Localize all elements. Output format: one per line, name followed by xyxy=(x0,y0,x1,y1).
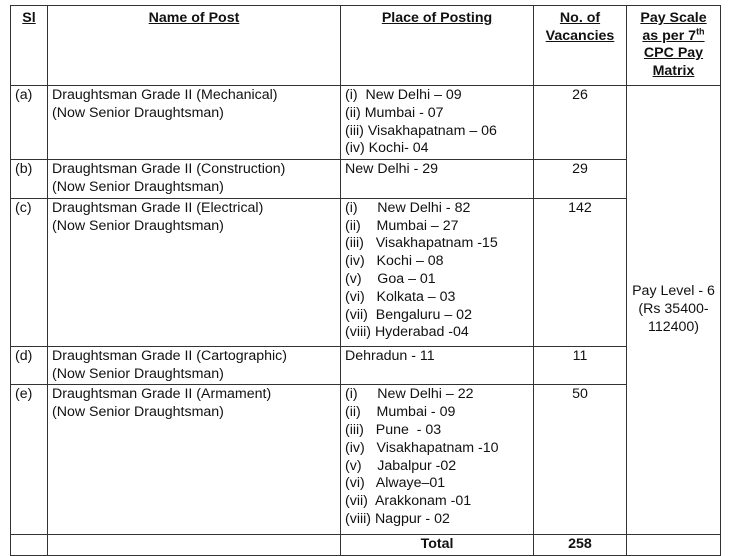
place-item: (vii) Bengaluru – 02 xyxy=(345,306,472,323)
place-item: (viii) Hyderabad -04 xyxy=(345,324,469,341)
table-row xyxy=(11,160,721,199)
row-post xyxy=(48,160,341,199)
place-item: (viii) Nagpur - 02 xyxy=(345,510,450,527)
header-row xyxy=(11,6,721,86)
pay-scale-cell xyxy=(627,86,721,535)
pay-range-end: 112400) xyxy=(647,319,699,336)
row-sl: (b) xyxy=(11,160,48,199)
row-places xyxy=(341,160,534,199)
row-places xyxy=(341,385,534,535)
post-note: (Now Senior Draughtsman) xyxy=(52,178,224,195)
header-pay-line1: Pay Scale xyxy=(640,10,707,26)
total-blank-post xyxy=(48,535,341,556)
place-item: (iv) Visakhapatnam -10 xyxy=(345,439,499,456)
header-pay-sup: th xyxy=(696,25,705,36)
header-post: Name of Post xyxy=(48,6,341,86)
place-item: (i) New Delhi – 22 xyxy=(345,386,474,403)
total-label: Total xyxy=(341,535,534,556)
row-vacancies: 11 xyxy=(534,346,627,385)
place-item: (i) New Delhi - 82 xyxy=(345,199,471,216)
row-vacancies: 29 xyxy=(534,160,627,199)
table-row xyxy=(11,385,721,535)
post-name: Draughtsman Grade II (Armament) xyxy=(52,386,272,403)
header-vacancies-line1: No. of xyxy=(559,10,601,26)
place-item: (iii) Visakhapatnam -15 xyxy=(345,235,498,252)
place-item: (vii) Arakkonam -01 xyxy=(345,493,472,510)
place-item: (i) New Delhi – 09 xyxy=(345,87,462,103)
place-item: (iv) Kochi- 04 xyxy=(345,140,429,157)
row-places xyxy=(341,86,534,160)
row-post xyxy=(48,346,341,385)
place-item: (v) Jabalpur -02 xyxy=(345,457,457,474)
post-name: Draughtsman Grade II (Cartographic) xyxy=(52,347,287,364)
row-vacancies: 142 xyxy=(534,198,627,346)
total-blank-sl xyxy=(11,535,48,556)
place-item: (ii) Mumbai - 07 xyxy=(345,104,444,121)
row-vacancies: 50 xyxy=(534,385,627,535)
place-item: (iii) Visakhapatnam – 06 xyxy=(345,122,497,139)
header-pay xyxy=(627,6,721,86)
post-name: Draughtsman Grade II (Mechanical) xyxy=(52,87,278,103)
row-post xyxy=(48,385,341,535)
total-blank-pay xyxy=(627,535,721,556)
place-item: Dehradun - 11 xyxy=(345,347,435,364)
table-row xyxy=(11,86,721,160)
pay-level: Pay Level - 6 xyxy=(632,283,715,300)
row-post xyxy=(48,86,341,160)
table-row xyxy=(11,198,721,346)
row-places xyxy=(341,346,534,385)
header-place: Place of Posting xyxy=(341,6,534,86)
header-pay-line2: as per 7 xyxy=(642,27,697,44)
place-item: (ii) Mumbai - 09 xyxy=(345,404,456,421)
row-post xyxy=(48,198,341,346)
row-sl: (d) xyxy=(11,346,48,385)
place-item: (ii) Mumbai – 27 xyxy=(345,217,459,234)
post-name: Draughtsman Grade II (Electrical) xyxy=(52,199,264,216)
post-note: (Now Senior Draughtsman) xyxy=(52,217,224,234)
header-vacancies-line2: Vacancies xyxy=(545,27,615,44)
place-item: (iii) Pune - 03 xyxy=(345,421,442,438)
pay-range-start: (Rs 35400- xyxy=(638,301,709,318)
row-vacancies: 26 xyxy=(534,86,627,160)
row-places xyxy=(341,198,534,346)
table-row xyxy=(11,346,721,385)
total-value: 258 xyxy=(534,535,627,556)
post-name: Draughtsman Grade II (Construction) xyxy=(52,161,286,178)
header-pay-line4: Matrix xyxy=(652,62,695,79)
place-item: (v) Goa – 01 xyxy=(345,270,436,287)
header-pay-line3: CPC Pay xyxy=(643,45,704,61)
row-sl: (c) xyxy=(11,198,48,346)
header-sl: Sl xyxy=(11,6,48,86)
vacancy-table xyxy=(10,5,721,556)
place-item: (vi) Alwaye–01 xyxy=(345,475,446,492)
post-note: (Now Senior Draughtsman) xyxy=(52,104,224,121)
place-item: New Delhi - 29 xyxy=(345,161,439,178)
header-vacancies xyxy=(534,6,627,86)
post-note: (Now Senior Draughtsman) xyxy=(52,365,224,382)
post-note: (Now Senior Draughtsman) xyxy=(52,404,224,421)
place-item: (iv) Kochi – 08 xyxy=(345,253,444,270)
place-item: (vi) Kolkata – 03 xyxy=(345,288,456,305)
row-sl: (e) xyxy=(11,385,48,535)
row-sl: (a) xyxy=(11,86,48,160)
total-row xyxy=(11,535,721,556)
